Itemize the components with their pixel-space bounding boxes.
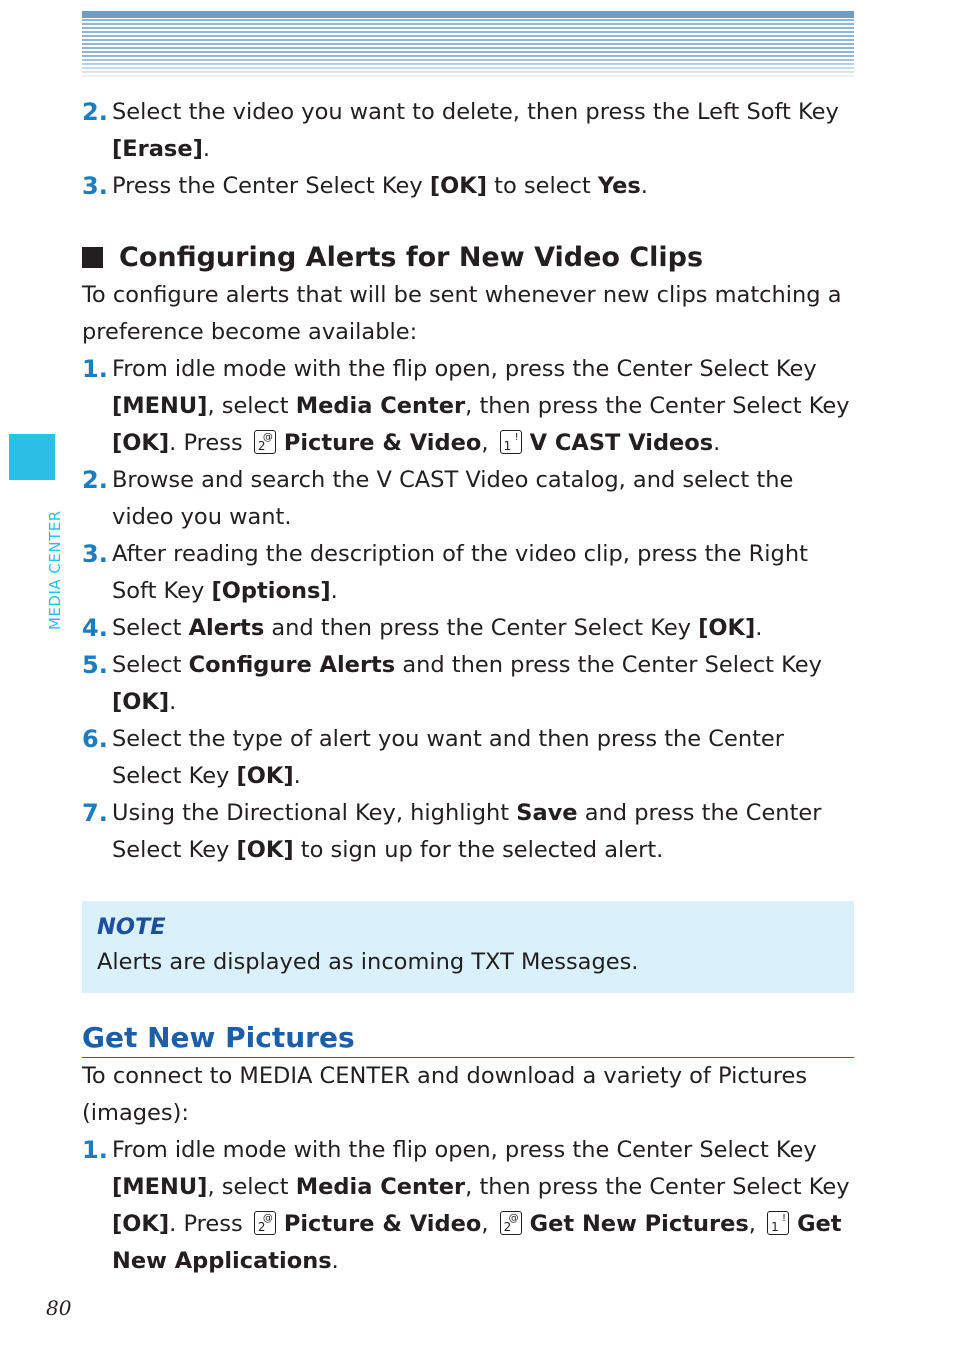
- keypad-2-icon: [500, 1211, 522, 1235]
- bold-term: Picture & Video: [283, 430, 482, 456]
- step-item: [82, 795, 854, 869]
- keypad-2-icon: [254, 430, 276, 454]
- bold-term: Media Center: [295, 1174, 466, 1200]
- step-text: From idle mode with the flip open, press the Center Select Key [MENU], select Media Center, then press the Center Select Key [OK]. Press 2 @ Picture & Video, 1 ! V CAST Videos.: [112, 356, 850, 456]
- page-number: 80: [46, 1296, 72, 1320]
- pictures-steps-list: [82, 1132, 854, 1280]
- step-item: [82, 94, 854, 168]
- step-item: [82, 610, 854, 647]
- bold-term: Media Center: [295, 393, 466, 419]
- step-text: Select Configure Alerts and then press the Center Select Key [OK].: [112, 652, 822, 715]
- step-number: 3.: [82, 172, 108, 200]
- bold-term: [MENU]: [112, 1174, 208, 1200]
- section-intro: To configure alerts that will be sent whenever new clips matching a preference become available:: [82, 282, 842, 345]
- bold-term: [OK]: [698, 615, 756, 641]
- bold-term: Yes: [597, 173, 641, 199]
- keypad-digit: 2: [257, 439, 266, 453]
- step-number: 1.: [82, 355, 108, 383]
- bold-term: [Erase]: [112, 136, 203, 162]
- keypad-2-icon: [254, 1211, 276, 1235]
- section-heading-alerts: [82, 237, 854, 277]
- keypad-symbol: !: [514, 432, 519, 443]
- step-number: 7.: [82, 799, 108, 827]
- step-text: After reading the description of the video clip, press the Right Soft Key [Options].: [112, 541, 808, 604]
- note-body: Alerts are displayed as incoming TXT Messages.: [97, 949, 639, 975]
- step-text: Using the Directional Key, highlight Save and press the Center Select Key [OK] to sign up for the selected alert.: [112, 800, 822, 863]
- section-heading-text: Configuring Alerts for New Video Clips: [119, 241, 704, 273]
- step-number: 6.: [82, 725, 108, 753]
- bold-term: [OK]: [112, 1211, 170, 1237]
- step-number: 2.: [82, 466, 108, 494]
- keypad-digit: 2: [503, 1220, 512, 1234]
- bold-term: [OK]: [429, 173, 487, 199]
- step-item: [82, 647, 854, 721]
- bold-term: Get New Pictures: [529, 1211, 749, 1237]
- keypad-symbol: @: [262, 432, 273, 443]
- bold-term: Save: [516, 800, 578, 826]
- keypad-1-icon: [500, 430, 522, 454]
- bold-term: Get New Applications: [112, 1211, 842, 1274]
- bold-term: [OK]: [236, 837, 294, 863]
- step-text: Select the type of alert you want and then press the Center Select Key [OK].: [112, 726, 785, 789]
- step-number: 2.: [82, 98, 108, 126]
- step-text: Press the Center Select Key [OK] to select Yes.: [112, 173, 648, 199]
- alerts-steps-list: [82, 351, 854, 869]
- bold-term: [MENU]: [112, 393, 208, 419]
- bold-term: [OK]: [236, 763, 294, 789]
- section-intro: To connect to MEDIA CENTER and download a variety of Pictures (images):: [82, 1063, 808, 1126]
- note-box: [82, 901, 854, 993]
- keypad-symbol: !: [782, 1213, 787, 1224]
- step-item: [82, 168, 854, 205]
- keypad-1-icon: [767, 1211, 789, 1235]
- side-tab-label: MEDIA CENTER: [46, 510, 64, 630]
- step-item: [82, 462, 854, 536]
- step-number: 4.: [82, 614, 108, 642]
- bold-term: Configure Alerts: [188, 652, 396, 678]
- step-item: [82, 1132, 854, 1280]
- step-text: Select Alerts and then press the Center Select Key [OK].: [112, 615, 763, 641]
- bold-term: V CAST Videos: [529, 430, 714, 456]
- keypad-symbol: @: [262, 1213, 273, 1224]
- section-heading-get-new-pictures: Get New Pictures: [82, 1021, 854, 1058]
- side-tab-marker: [9, 434, 55, 480]
- bold-term: Alerts: [188, 615, 265, 641]
- step-number: 3.: [82, 540, 108, 568]
- step-number: 5.: [82, 651, 108, 679]
- step-text: From idle mode with the flip open, press the Center Select Key [MENU], select Media Center, then press the Center Select Key [OK]. Press 2 @ Picture & Video, 2 @ Get New Pictures, 1 ! Get New Applications.: [112, 1137, 850, 1274]
- step-text: Select the video you want to delete, then press the Left Soft Key [Erase].: [112, 99, 839, 162]
- keypad-digit: 1: [771, 1220, 779, 1234]
- keypad-symbol: @: [508, 1213, 519, 1224]
- step-text: Browse and search the V CAST Video catalog, and select the video you want.: [112, 467, 794, 530]
- step-number: 1.: [82, 1136, 108, 1164]
- step-item: [82, 536, 854, 610]
- note-title: NOTE: [97, 914, 166, 940]
- page-content: [82, 94, 854, 1280]
- square-bullet-icon: [82, 247, 103, 268]
- bold-term: Picture & Video: [283, 1211, 482, 1237]
- keypad-digit: 1: [503, 439, 512, 453]
- bold-term: [Options]: [211, 578, 331, 604]
- header-decoration-bars: [82, 11, 854, 77]
- step-item: [82, 721, 854, 795]
- top-steps-list: [82, 94, 854, 205]
- bold-term: [OK]: [112, 430, 170, 456]
- bold-term: [OK]: [112, 689, 170, 715]
- keypad-digit: 2: [257, 1220, 266, 1234]
- step-item: [82, 351, 854, 462]
